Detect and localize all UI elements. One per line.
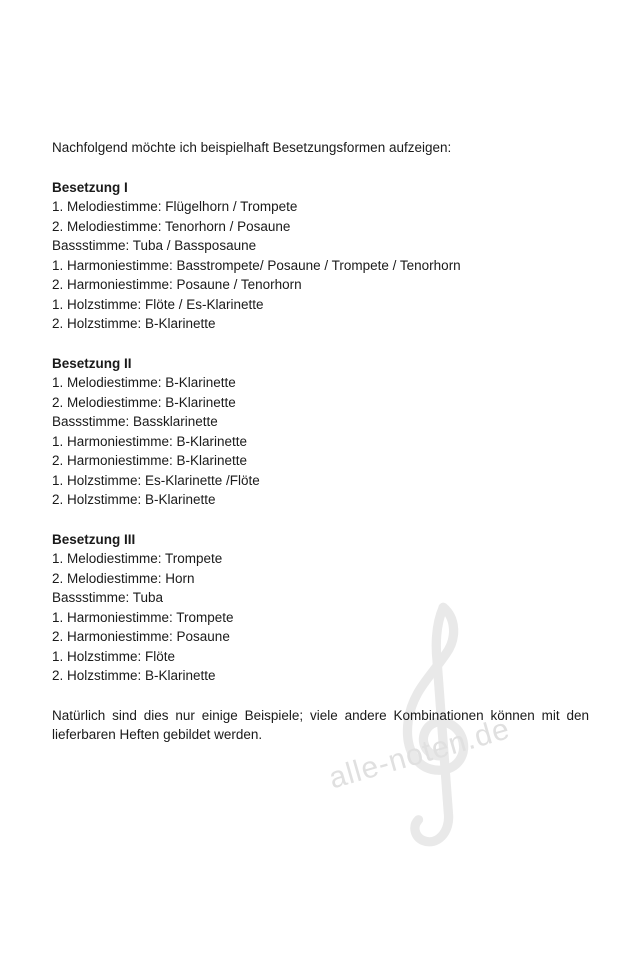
instrument-line: 2. Holzstimme: B-Klarinette [52,668,216,683]
intro-paragraph: Nachfolgend möchte ich beispielhaft Besetzungsformen aufzeigen: [52,140,452,155]
outro-paragraph: Natürlich sind dies nur einige Beispiele; viele andere Kombinationen können mit den lieferbaren Heften gebildet werden. [52,707,589,742]
instrument-line: 1. Holzstimme: Es-Klarinette /Flöte [52,472,260,488]
instrument-line: 2. Holzstimme: B-Klarinette [52,316,216,331]
instrument-line: 1. Melodiestimme: B-Klarinette [52,375,236,390]
section-title: Besetzung II [52,355,132,371]
instrument-line: 2. Melodiestimme: Horn [52,570,195,586]
instrument-line: 1. Melodiestimme: Flügelhorn / Trompete [52,199,298,214]
instrument-line: Bassstimme: Tuba / Bassposaune [52,238,257,253]
instrument-line: 1. Harmoniestimme: Basstrompete/ Posaune / Trompete / Tenorhorn [52,257,461,273]
section-title: Besetzung III [52,531,136,547]
instrument-line: 2. Harmoniestimme: Posaune / Tenorhorn [52,277,302,292]
instrument-line: 1. Melodiestimme: Trompete [52,551,223,566]
instrument-line: 1. Holzstimme: Flöte / Es-Klarinette [52,296,264,312]
section-title: Besetzung I [52,179,128,195]
instrument-line: 2. Holzstimme: B-Klarinette [52,492,216,507]
instrument-line: 1. Harmoniestimme: Trompete [52,609,234,625]
document-content [52,138,589,745]
section-besetzung-3 [52,530,589,686]
section-besetzung-2 [52,354,589,510]
instrument-line: 2. Harmoniestimme: B-Klarinette [52,453,248,468]
instrument-line: 2. Melodiestimme: Tenorhorn / Posaune [52,218,291,234]
watermark-text: alle-noten.de [325,712,514,796]
section-besetzung-1 [52,178,589,334]
instrument-line: Bassstimme: Bassklarinette [52,414,218,429]
instrument-line: 1. Holzstimme: Flöte [52,648,176,664]
instrument-line: Bassstimme: Tuba [52,590,164,605]
instrument-line: 2. Harmoniestimme: Posaune [52,629,230,644]
instrument-line: 2. Melodiestimme: B-Klarinette [52,394,236,410]
instrument-line: 1. Harmoniestimme: B-Klarinette [52,433,248,449]
